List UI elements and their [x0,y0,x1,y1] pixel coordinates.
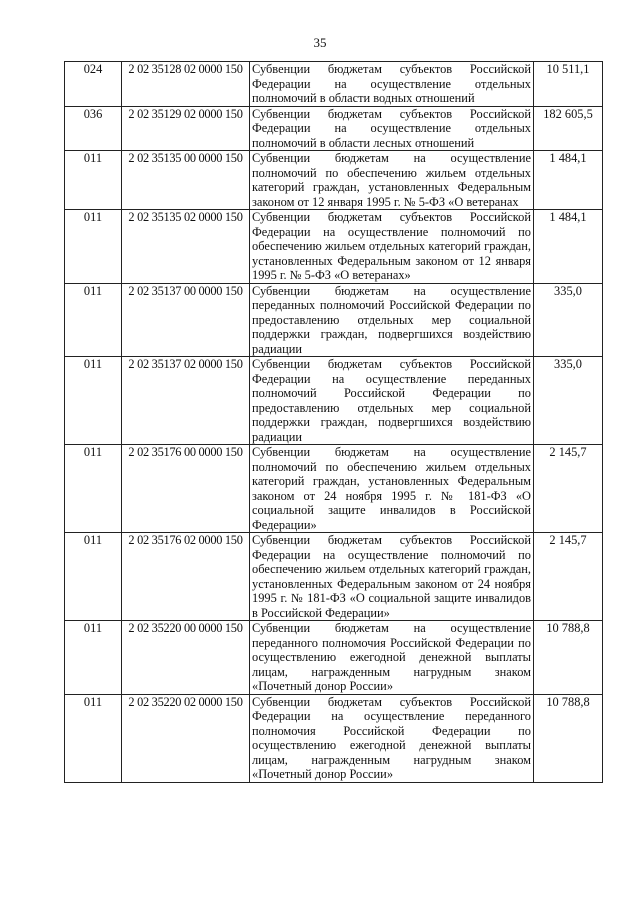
table-row [65,151,603,210]
admin-code-cell: 011 [65,694,122,782]
revenue-name-cell: Субвенции бюджетам субъектов Российской Федерации на осуществление полномочий по обеспечению жильем отдельных категорий граждан, установленных Федеральным законом от 24 ноября 1995 г. № 181-ФЗ «О социальной защите инвалидов в Российской Федерации» [250,533,534,621]
budget-code-cell: 2 02 35135 00 0000 150 [122,151,250,210]
admin-code-cell: 011 [65,621,122,695]
table-row [65,621,603,695]
budget-code-cell: 2 02 35176 00 0000 150 [122,445,250,533]
table-row [65,210,603,284]
table-row [65,283,603,357]
admin-code-cell: 024 [65,62,122,107]
amount-cell: 335,0 [534,357,603,445]
budget-code-cell: 2 02 35137 02 0000 150 [122,357,250,445]
amount-cell: 182 605,5 [534,106,603,151]
admin-code-cell: 011 [65,210,122,284]
amount-cell: 2 145,7 [534,445,603,533]
amount-cell: 10 511,1 [534,62,603,107]
revenue-name-cell: Субвенции бюджетам субъектов Российской Федерации на осуществление полномочий по обеспечению жильем отдельных категорий граждан, установленных Федеральным законом от 12 января 1995 г. № 5-ФЗ «О ветеранах» [250,210,534,284]
amount-cell: 2 145,7 [534,533,603,621]
table-row [65,694,603,782]
revenue-name-cell: Субвенции бюджетам субъектов Российской Федерации на осуществление отдельных полномочий в области водных отношений [250,62,534,107]
amount-cell: 10 788,8 [534,694,603,782]
admin-code-cell: 011 [65,151,122,210]
table-row [65,62,603,107]
budget-code-cell: 2 02 35220 00 0000 150 [122,621,250,695]
revenue-name-cell: Субвенции бюджетам на осуществление полномочий по обеспечению жильем отдельных категорий граждан, установленных Федеральным законом от 24 ноября 1995 г. № 181-ФЗ «О социальной защите инвалидов в Российской Федерации» [250,445,534,533]
admin-code-cell: 011 [65,283,122,357]
admin-code-cell: 036 [65,106,122,151]
admin-code-cell: 011 [65,445,122,533]
budget-code-cell: 2 02 35128 02 0000 150 [122,62,250,107]
budget-code-cell: 2 02 35220 02 0000 150 [122,694,250,782]
table-row [65,445,603,533]
budget-revenue-table [64,61,603,783]
amount-cell: 1 484,1 [534,151,603,210]
budget-code-cell: 2 02 35176 02 0000 150 [122,533,250,621]
amount-cell: 335,0 [534,283,603,357]
admin-code-cell: 011 [65,533,122,621]
amount-cell: 1 484,1 [534,210,603,284]
budget-code-cell: 2 02 35129 02 0000 150 [122,106,250,151]
amount-cell: 10 788,8 [534,621,603,695]
budget-code-cell: 2 02 35137 00 0000 150 [122,283,250,357]
table-row [65,533,603,621]
revenue-name-cell: Субвенции бюджетам на осуществление переданного полномочия Российской Федерации по осуществлению ежегодной денежной выплаты лицам, награжденным нагрудным знаком «Почетный донор России» [250,621,534,695]
admin-code-cell: 011 [65,357,122,445]
page-number: 35 [313,35,327,50]
revenue-name-cell: Субвенции бюджетам субъектов Российской Федерации на осуществление отдельных полномочий в области лесных отношений [250,106,534,151]
revenue-name-cell: Субвенции бюджетам на осуществление полномочий по обеспечению жильем отдельных категорий граждан, установленных Федеральным законом от 12 января 1995 г. № 5-ФЗ «О ветеранах [250,151,534,210]
table-row [65,357,603,445]
revenue-name-cell: Субвенции бюджетам субъектов Российской Федерации на осуществление переданных полномочий Российской Федерации по предоставлению отдельных мер социальной поддержки граждан, подвергшихся воздействию радиации [250,357,534,445]
revenue-name-cell: Субвенции бюджетам на осуществление переданных полномочий Российской Федерации по предоставлению отдельных мер социальной поддержки граждан, подвергшихся воздействию радиации [250,283,534,357]
revenue-name-cell: Субвенции бюджетам субъектов Российской Федерации на осуществление переданного полномочия Российской Федерации по осуществлению ежегодной денежной выплаты лицам, награжденным нагрудным знаком «Почетный донор России» [250,694,534,782]
budget-code-cell: 2 02 35135 02 0000 150 [122,210,250,284]
table-row [65,106,603,151]
